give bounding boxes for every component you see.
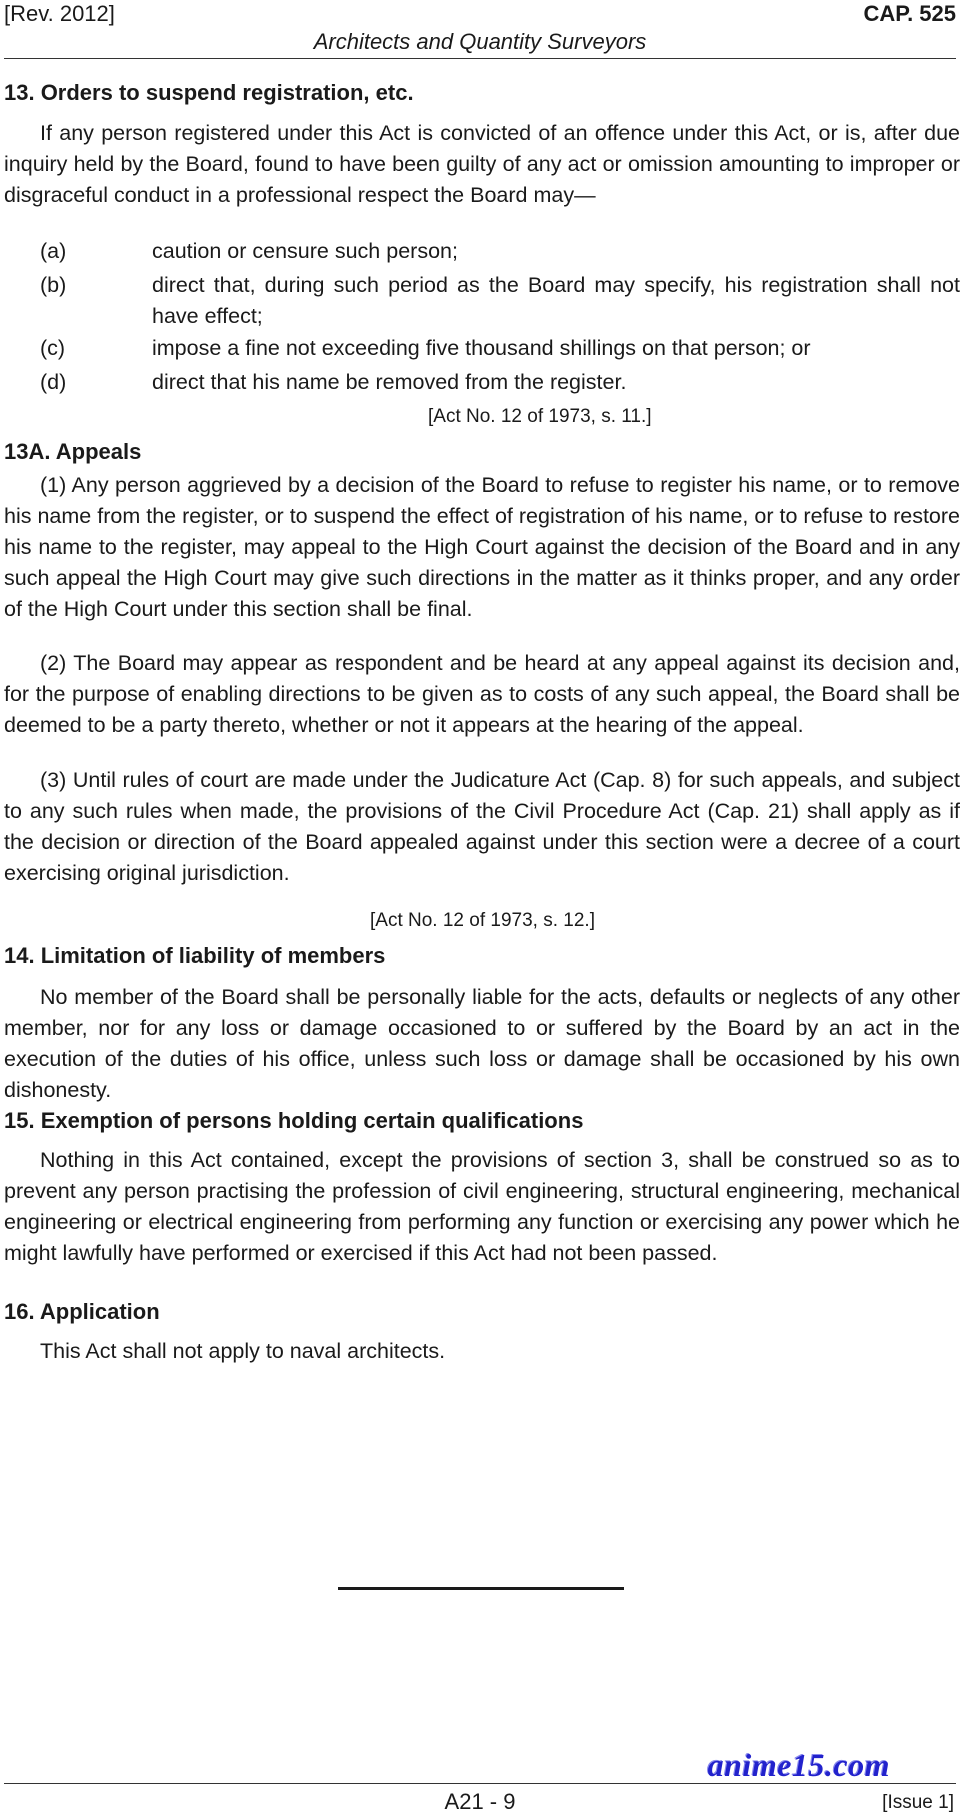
section-14-text: No member of the Board shall be personally liable for the acts, defaults or neglects of any other member, nor for any loss or damage occasioned to or suffered by the Board by an act in the execution of the duties of his office, unless such loss or damage shall be occasioned by his own dishonesty. [4, 985, 960, 1102]
section-13a-para-3: (3) Until rules of court are made under the Judicature Act (Cap. 8) for such appeals, and subject to any such rules when made, the provisions of the Civil Procedure Act (Cap. 21) shall apply as if the decision or direction of the Board appealed against under this section were a decree of a court exercising original jurisdiction. [4, 768, 960, 885]
section-14-heading: 14. Limitation of liability of members [4, 943, 386, 968]
section-13a-para-2: (2) The Board may appear as respondent and be heard at any appeal against its decision and, for the purpose of enabling directions to be given as to costs of any such appeal, the Board shall be deemed to be a party thereto, whether or not it appears at the hearing of the appeal. [4, 651, 960, 737]
revision-label: [Rev. 2012] [4, 1, 115, 26]
section-13a-heading: 13A. Appeals [4, 439, 142, 464]
section-15-heading: 15. Exemption of persons holding certain qualifications [4, 1108, 584, 1133]
page-number: A21 - 9 [444, 1789, 516, 1814]
item-label: (d) [40, 370, 67, 394]
section-13-heading: 13. Orders to suspend registration, etc. [4, 80, 414, 105]
item-label: (c) [40, 336, 66, 360]
section-16-heading: 16. Application [4, 1299, 160, 1324]
act-title: Architects and Quantity Surveyors [313, 29, 647, 54]
issue-label: [Issue 1] [882, 1792, 954, 1813]
item-text: caution or censure such person; [152, 239, 458, 263]
item-text: direct that his name be removed from the register. [152, 370, 627, 394]
watermark-logo: anime15.com [707, 1747, 890, 1783]
section-13-intro: If any person registered under this Act is convicted of an offence under this Act, or is, after due inquiry held by the Board, found to have been guilty of any act or omission amounting to improper or disgraceful conduct in a professional respect the Board may— [4, 121, 960, 207]
item-text: impose a fine not exceeding five thousand shillings on that person; or [152, 336, 811, 360]
item-label: (a) [40, 239, 67, 263]
header-rule [4, 58, 956, 59]
section-16-text: This Act shall not apply to naval architects. [40, 1339, 446, 1363]
section-13a-citation: [Act No. 12 of 1973, s. 12.] [370, 910, 595, 931]
chapter-number: CAP. 525 [863, 1, 956, 26]
end-of-text-rule [338, 1587, 624, 1590]
section-13-citation: [Act No. 12 of 1973, s. 11.] [428, 406, 652, 427]
footer-rule [4, 1783, 956, 1784]
section-13a-para-1: (1) Any person aggrieved by a decision of the Board to refuse to register his name, or to remove his name from the register, or to suspend the effect of registration of his name, or to refuse to restore his name to the register, may appeal to the High Court against the decision of the Board and in any such appeal the High Court may give such directions in the matter as it thinks proper, and any order of the High Court under this section shall be final. [4, 473, 960, 621]
section-15-text: Nothing in this Act contained, except the provisions of section 3, shall be construed so as to prevent any person practising the profession of civil engineering, structural engineering, mechanical engineering or electrical engineering from performing any function or exercising any power which he might lawfully have performed or exercised if this Act had not been passed. [4, 1148, 960, 1265]
item-label: (b) [40, 273, 67, 297]
item-text: direct that, during such period as the Board may specify, his registration shall not have effect; [152, 273, 960, 328]
